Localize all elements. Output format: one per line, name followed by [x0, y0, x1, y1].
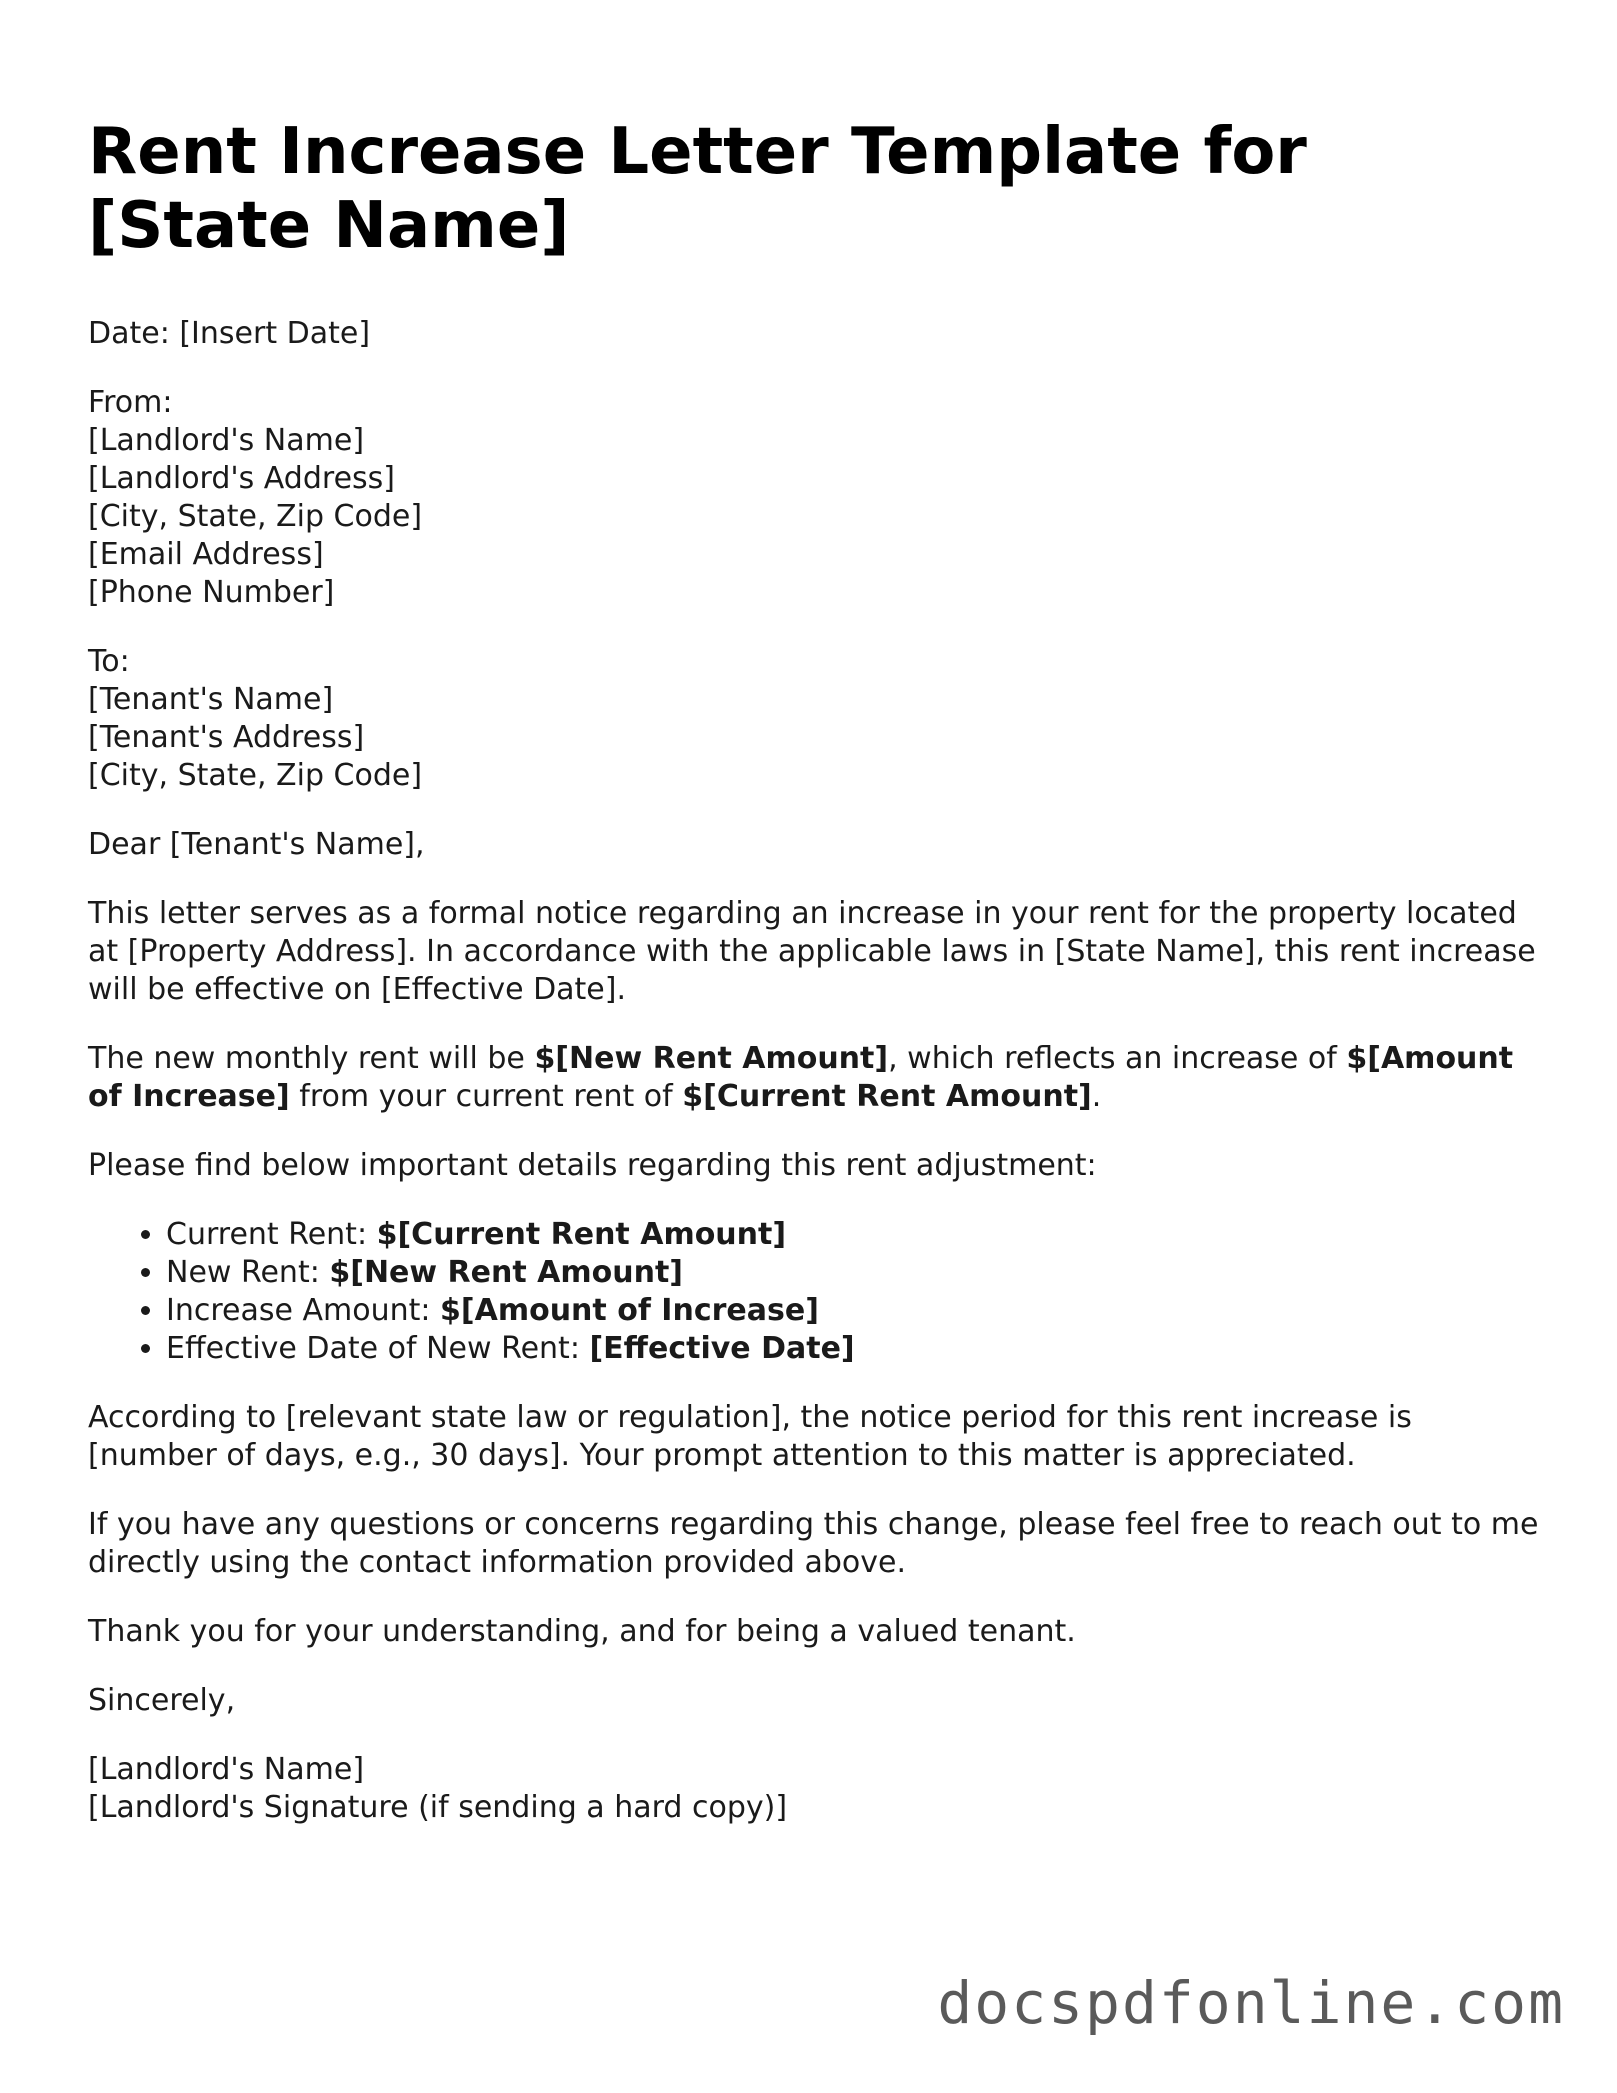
salutation: Dear [Tenant's Name],: [88, 827, 425, 862]
increase-amount: $[Amount of Increase]: [88, 1041, 1514, 1114]
from-line: [Email Address]: [88, 537, 324, 572]
to-line: [City, State, Zip Code]: [88, 758, 423, 793]
signature-name: [Landlord's Name]: [88, 1752, 365, 1787]
from-label: From:: [88, 385, 173, 420]
signature-line: [Landlord's Signature (if sending a hard copy)]: [88, 1790, 788, 1825]
new-rent-amount: $[New Rent Amount]: [534, 1041, 889, 1076]
date-line: Date: [Insert Date]: [88, 316, 371, 351]
detail-value: $[New Rent Amount]: [329, 1255, 684, 1290]
to-line: [Tenant's Address]: [88, 720, 365, 755]
detail-value: $[Current Rent Amount]: [376, 1217, 787, 1252]
detail-label: New Rent:: [166, 1255, 330, 1290]
details-list: [88, 1216, 1548, 1368]
detail-label: Increase Amount:: [166, 1293, 441, 1328]
paragraph-questions: If you have any questions or concerns regarding this change, please feel free to reach out to me directly using the contact information provided above.: [88, 1507, 1539, 1580]
letter-page: [88, 115, 1548, 1858]
list-item: [166, 1216, 1548, 1254]
list-item: [166, 1292, 1548, 1330]
list-item: [166, 1254, 1548, 1292]
detail-label: Effective Date of New Rent:: [166, 1331, 590, 1366]
detail-label: Current Rent:: [166, 1217, 377, 1252]
signature-block: [88, 1751, 1548, 1827]
watermark: docspdfonline.com: [937, 1969, 1565, 2037]
closing: Sincerely,: [88, 1683, 236, 1718]
from-block: [88, 384, 1548, 612]
text-segment: .: [1091, 1079, 1102, 1114]
from-line: [City, State, Zip Code]: [88, 499, 423, 534]
to-block: [88, 643, 1548, 795]
from-line: [Landlord's Name]: [88, 423, 365, 458]
from-line: [Phone Number]: [88, 575, 335, 610]
from-line: [Landlord's Address]: [88, 461, 395, 496]
to-line: [Tenant's Name]: [88, 682, 334, 717]
paragraph-notice: This letter serves as a formal notice regarding an increase in your rent for the property located at [Property Address]. In accordance with the applicable laws in [State Name], this rent increase will be effective on [Effective Date].: [88, 896, 1536, 1007]
paragraph-notice-period: According to [relevant state law or regulation], the notice period for this rent increase is [number of days, e.g., 30 days]. Your prompt attention to this matter is appreciated.: [88, 1400, 1412, 1473]
list-item: [166, 1330, 1548, 1368]
current-rent-amount: $[Current Rent Amount]: [682, 1079, 1092, 1114]
details-intro: Please find below important details regarding this rent adjustment:: [88, 1148, 1097, 1183]
detail-value: [Effective Date]: [589, 1331, 855, 1366]
to-label: To:: [88, 644, 130, 679]
paragraph-thanks: Thank you for your understanding, and for being a valued tenant.: [88, 1614, 1076, 1649]
detail-value: $[Amount of Increase]: [440, 1293, 819, 1328]
text-segment: The new monthly rent will be: [88, 1041, 535, 1076]
paragraph-new-rent: [88, 1040, 1548, 1116]
page-title: Rent Increase Letter Template for [State Name]: [88, 115, 1307, 263]
text-segment: from your current rent of: [289, 1079, 683, 1114]
text-segment: , which reflects an increase of: [888, 1041, 1347, 1076]
